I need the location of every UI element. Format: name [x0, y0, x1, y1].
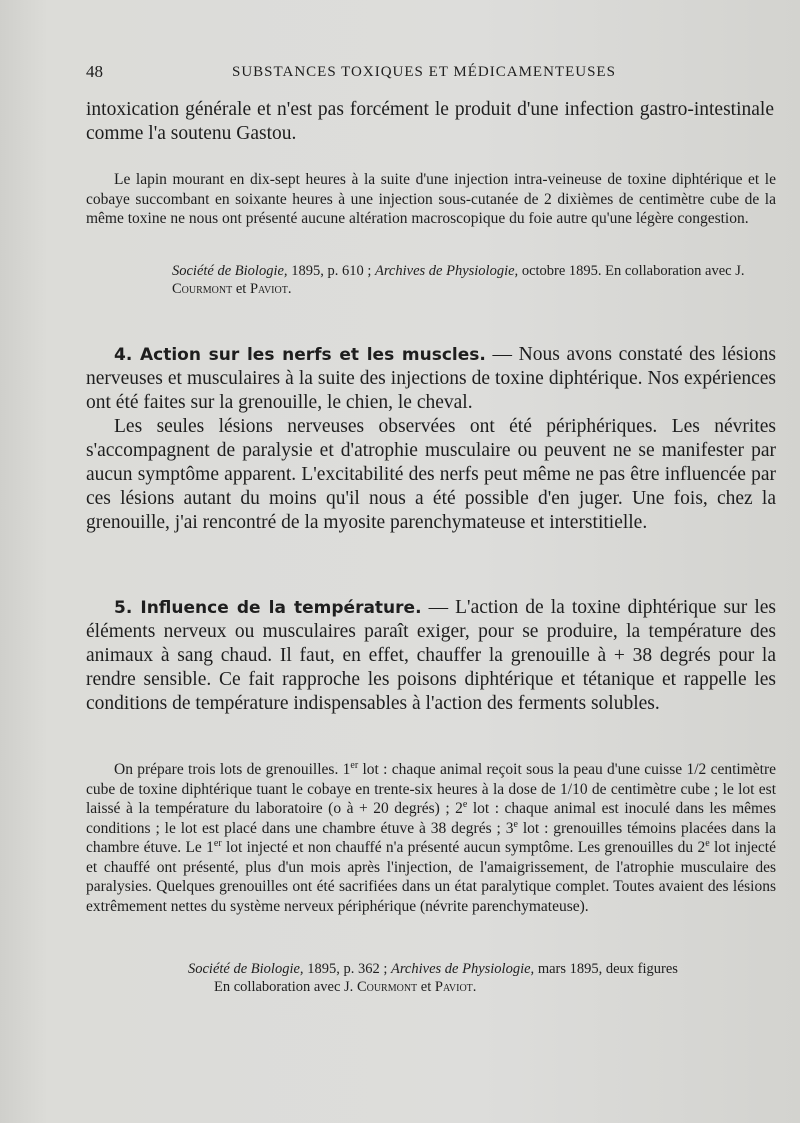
note-1-text: Le lapin mourant en dix-sept heures à la suite d'une injection intra-veineuse de toxine diphtérique et le cobaye succombant en soixante heures à une injection sous-cutanée de 2 dixièmes de centimètre cube de la même toxine ne nous ont présenté aucune altération macroscopique du foie autre qu'une légère congestion.	[86, 171, 776, 227]
section-4-para-1: — Nous avons constaté des lésions nerveuses et musculaires à la suite des injections de toxine diphtérique. Nos expériences ont été faites sur la grenouille, le chien, le cheval.	[86, 344, 776, 413]
section-4	[86, 343, 776, 535]
section-5-para: — L'action de la toxine diphtérique sur les éléments nerveux ou musculaires paraît exiger, pour se produire, la température des animaux à sang chaud. Il faut, en effet, chauffer la grenouille à + 38 degrés pour la rendre sensible. Ce fait rapproche les poisons diphtérique et tétanique et rappelle les conditions de température indispensables à l'action des ferments solubles.	[86, 597, 777, 714]
reference-2: Société de Biologie, 1895, p. 362 ; Archives de Physiologie, mars 1895, deux figures En collaboration avec J. Courmont et Paviot.	[188, 961, 678, 995]
reference-1: Société de Biologie, 1895, p. 610 ; Archives de Physiologie, octobre 1895. En collaboration avec J. Courmont et Paviot.	[172, 263, 745, 297]
section-4-para-2: Les seules lésions nerveuses observées ont été périphériques. Les névrites s'accompagnent de paralysie et d'atrophie musculaire ou peuvent ne se manifester par aucun symptôme apparent. L'excitabilité des nerfs peut même ne pas être influencée par ces lésions autant du moins qu'il nous a été possible d'en juger. Une fois, chez la grenouille, j'ai rencontré de la myosite parenchymateuse et interstitielle.	[86, 416, 776, 533]
section-5-heading: 5. Influence de la température.	[114, 598, 422, 618]
section-5	[86, 596, 776, 716]
intro-paragraph: intoxication générale et n'est pas forcément le produit d'une infection gastro-intestinale comme l'a soutenu Gastou.	[86, 99, 774, 144]
section-4-heading: 4. Action sur les nerfs et les muscles.	[114, 345, 486, 365]
running-title: SUBSTANCES TOXIQUES ET MÉDICAMENTEUSES	[232, 64, 616, 80]
note-1	[86, 170, 776, 229]
page-header	[86, 62, 776, 86]
note-2	[86, 760, 776, 916]
page-number: 48	[86, 62, 103, 81]
note-2-text: On prépare trois lots de grenouilles. 1er lot : chaque animal reçoit sous la peau d'une cuisse 1/2 centimètre cube de toxine diphtérique tuant le cobaye en trente-six heures à la dose de 1/10 de centimètre cube ; le lot est laissé à la température du laboratoire (o à + 20 degrés) ; 2e lot : chaque animal est inoculé dans les mêmes conditions ; le lot est placé dans une chambre étuve à 38 degrés ; 3e lot : grenouilles témoins placées dans la chambre étuve. Le 1er lot injecté et non chauffé n'a présenté aucun symptôme. Les grenouilles du 2e lot injecté et chauffé ont présenté, plus d'un mois après l'injection, de l'amaigrissement, de l'atrophie musculaire des paralysies. Quelques grenouilles ont été sacrifiées dans un état paralytique complet. Toutes avaient des lésions extrêmement nettes du système nerveux périphérique (névrite parenchymateuse).	[86, 760, 777, 915]
